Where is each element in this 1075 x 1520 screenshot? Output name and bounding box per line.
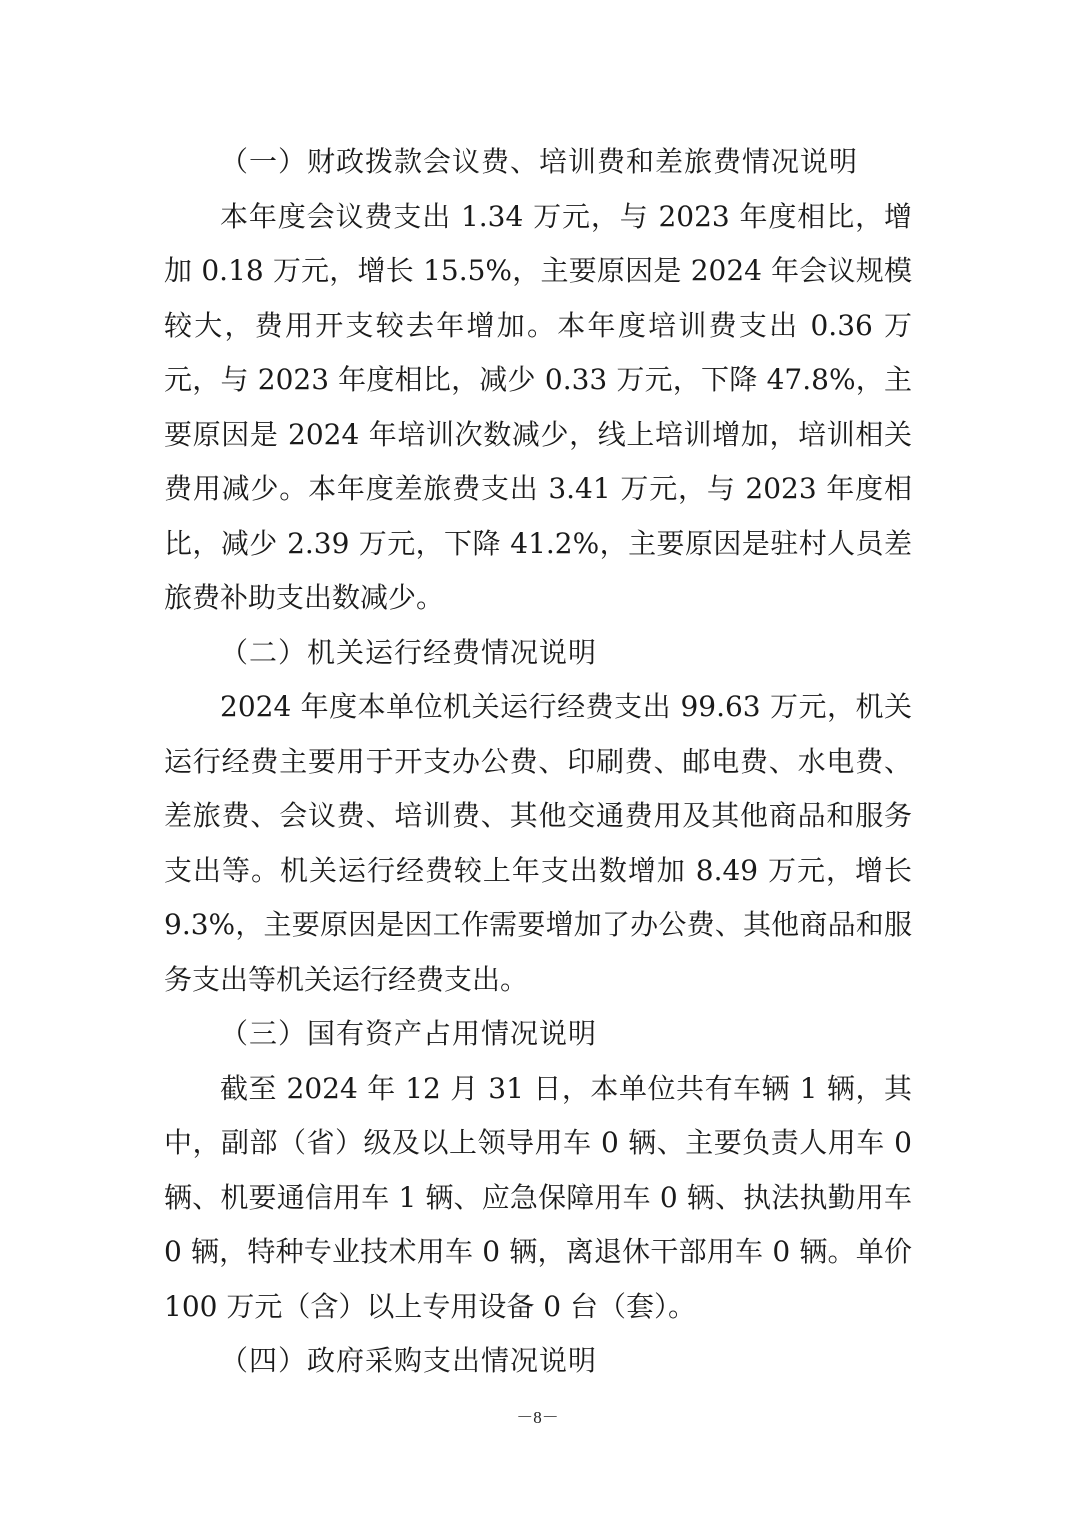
page-number: －8－: [516, 1408, 559, 1427]
section-paragraph: 截至 2024 年 12 月 31 日，本单位共有车辆 1 辆，其中，副部（省）级及以上领导用车 0 辆、主要负责人用车 0 辆、机要通信用车 1 辆、应急保障用车 0 辆、执法执勤用车 0 辆，特种专业技术用车 0 辆，离退休干部用车 0 辆。单价 100 万元（含）以上专用设备 0 台（套）。: [164, 1071, 912, 1323]
section-operating-expenses: [164, 626, 912, 1008]
section-heading: （三）国有资产占用情况说明: [220, 1017, 598, 1050]
section-paragraph: 本年度会议费支出 1.34 万元，与 2023 年度相比，增加 0.18 万元，增长 15.5%，主要原因是 2024 年会议规模较大，费用开支较去年增加。本年度培训费支出 0.36 万元，与 2023 年度相比，减少 0.33 万元，下降 47.8%，主要原因是 2024 年培训次数减少，线上培训增加，培训相关费用减少。本年度差旅费支出 3.41 万元，与 2023 年度相比，减少 2.39 万元，下降 41.2%，主要原因是驻村人员差旅费补助支出数减少。: [164, 199, 912, 614]
section-heading: （二）机关运行经费情况说明: [220, 635, 598, 669]
section-government-procurement: [164, 1334, 912, 1389]
section-state-assets: [164, 1007, 912, 1334]
section-heading: （一）财政拨款会议费、培训费和差旅费情况说明: [220, 145, 859, 178]
section-heading: （四）政府采购支出情况说明: [220, 1344, 598, 1377]
section-meeting-training-travel: [164, 135, 912, 626]
page-body: [164, 135, 912, 1389]
section-paragraph: 2024 年度本单位机关运行经费支出 99.63 万元，机关运行经费主要用于开支办公费、印刷费、邮电费、水电费、差旅费、会议费、培训费、其他交通费用及其他商品和服务支出等。机关运行经费较上年支出数增加 8.49 万元，增长 9.3%，主要原因是因工作需要增加了办公费、其他商品和服务支出等机关运行经费支出。: [164, 690, 912, 996]
